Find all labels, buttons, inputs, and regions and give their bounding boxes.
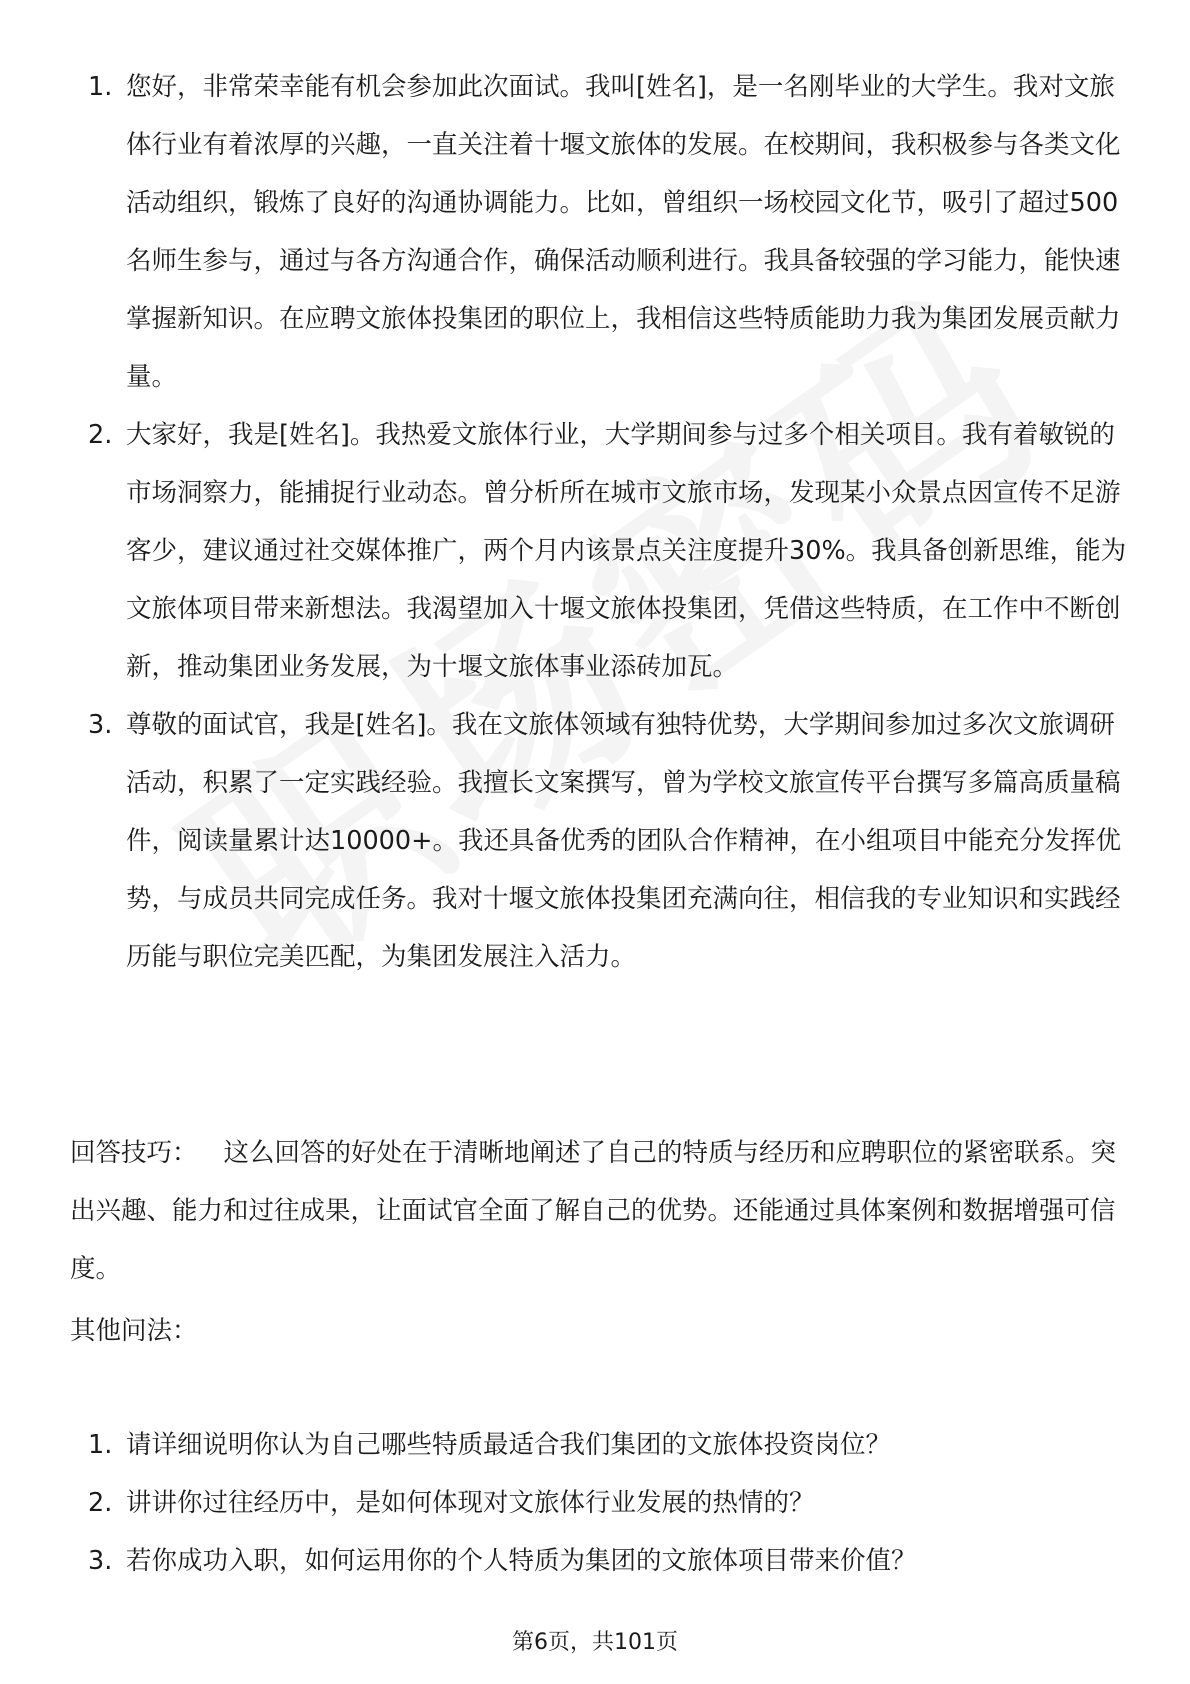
list-item-number: 2. <box>88 1488 113 1518</box>
list-item <box>78 406 1128 696</box>
list-item <box>78 1532 1128 1590</box>
list-item <box>78 696 1128 986</box>
list-item-number: 1. <box>88 1430 113 1460</box>
list-item-text: 请详细说明你认为自己哪些特质最适合我们集团的文旅体投资岗位？ <box>126 1430 892 1460</box>
list-item <box>78 58 1128 406</box>
list-item-text: 尊敬的面试官，我是[姓名]。我在文旅体领域有独特优势，大学期间参加过多次文旅调研活动，积累了一定实践经验。我擅长文案撰写，曾为学校文旅宣传平台撰写多篇高质量稿件，阅读量累计达10000+。我还具备优秀的团队合作精神，在小组项目中能充分发挥优势，与成员共同完成任务。我对十堰文旅体投集团充满向往，相信我的专业知识和实践经历能与职位完美匹配，为集团发展注入活力。 <box>126 710 1121 972</box>
page-footer: 第6页，共101页 <box>512 1630 678 1655</box>
other-questions-list <box>78 1416 1128 1590</box>
answer-list <box>78 58 1128 986</box>
list-item-number: 3. <box>88 710 113 740</box>
list-item-text: 讲讲你过往经历中，是如何体现对文旅体行业发展的热情的？ <box>126 1488 815 1518</box>
answer-tip-text: 这么回答的好处在于清晰地阐述了自己的特质与经历和应聘职位的紧密联系。突出兴趣、能力和过往成果，让面试官全面了解自己的优势。还能通过具体案例和数据增强可信度。 <box>70 1138 1117 1284</box>
list-item <box>78 1474 1128 1532</box>
list-item-number: 3. <box>88 1546 113 1576</box>
list-item-text: 大家好，我是[姓名]。我热爱文旅体行业，大学期间参与过多个相关项目。我有着敏锐的市场洞察力，能捕捉行业动态。曾分析所在城市文旅市场，发现某小众景点因宣传不足游客少，建议通过社交媒体推广，两个月内该景点关注度提升30%。我具备创新思维，能为文旅体项目带来新想法。我渴望加入十堰文旅体投集团，凭借这些特质，在工作中不断创新，推动集团业务发展，为十堰文旅体事业添砖加瓦。 <box>126 420 1127 682</box>
list-item-number: 1. <box>88 72 113 102</box>
answer-tip <box>70 1124 1120 1298</box>
list-item-text: 您好，非常荣幸能有机会参加此次面试。我叫[姓名]，是一名刚毕业的大学生。我对文旅体行业有着浓厚的兴趣，一直关注着十堰文旅体的发展。在校期间，我积极参与各类文化活动组织，锻炼了良好的沟通协调能力。比如，曾组织一场校园文化节，吸引了超过500名师生参与，通过与各方沟通合作，确保活动顺利进行。我具备较强的学习能力，能快速掌握新知识。在应聘文旅体投集团的职位上，我相信这些特质能助力我为集团发展贡献力量。 <box>126 72 1121 392</box>
other-questions-heading: 其他问法： <box>70 1316 198 1346</box>
list-item-number: 2. <box>88 420 113 450</box>
list-item <box>78 1416 1128 1474</box>
list-item-text: 若你成功入职，如何运用你的个人特质为集团的文旅体项目带来价值？ <box>126 1546 917 1576</box>
answer-tip-label: 回答技巧： <box>70 1138 198 1168</box>
